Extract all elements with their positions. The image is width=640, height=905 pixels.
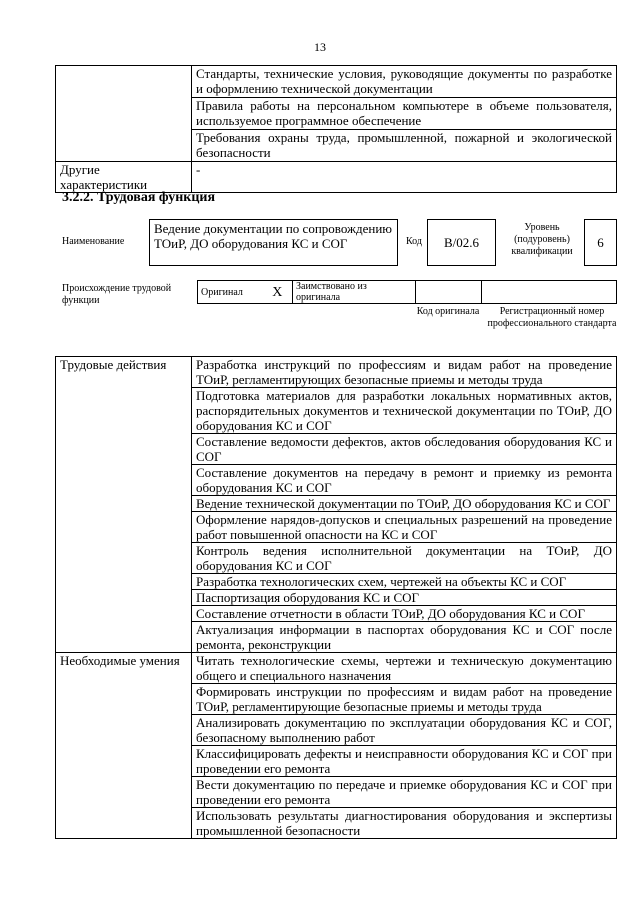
section-title: 3.2.2. Трудовая функция: [62, 190, 216, 205]
code-original-caption: Код оригинала: [416, 306, 480, 317]
table-cell-item: Актуализация информации в паспортах оборудования КС и СОГ после ремонта, реконструкции: [192, 622, 617, 653]
table-cell-item: Стандарты, технические условия, руководящие документы по разработке и оформлению технической документации: [192, 66, 617, 98]
origin-label: Происхождение трудовой функции: [62, 283, 172, 306]
table-cell-item: Паспортизация оборудования КС и СОГ: [192, 590, 617, 606]
origin-table: [197, 280, 617, 304]
table-row: [56, 653, 617, 684]
qualification-level-label: Уровень (подуровень) квалификации: [511, 222, 573, 257]
borrowed-label: Заимствовано из оригинала: [293, 281, 416, 304]
table-cell-item: Разработка инструкций по профессиям и видам работ на проведение ТОиР, регламентирующих безопасные приемы и методы труда: [192, 357, 617, 388]
table-cell-item: Формировать инструкции по профессиям и видам работ на проведение ТОиР, регламентирующие безопасные приемы и методы труда: [192, 684, 617, 715]
reg-number-caption: Регистрационный номер профессионального стандарта: [487, 306, 617, 329]
table-cell-item: Составление отчетности в области ТОиР, ДО оборудования КС и СОГ: [192, 606, 617, 622]
table-row: [56, 162, 617, 193]
function-name-field: Ведение документации по сопровождению ТОиР, ДО оборудования КС и СОГ: [149, 219, 398, 266]
function-code-field: В/02.6: [427, 219, 496, 266]
code-original-cell: [416, 281, 482, 304]
table-cell-category: Другие характеристики: [56, 162, 192, 193]
table-cell-item: Классифицировать дефекты и неисправности оборудования КС и СОГ при проведении его ремонта: [192, 746, 617, 777]
table-row: [56, 66, 617, 98]
labor-actions-label: Трудовые действия: [56, 357, 192, 653]
table-row: [56, 357, 617, 388]
original-label: Оригинал: [198, 281, 263, 304]
table-cell-item: Ведение технической документации по ТОиР, ДО оборудования КС и СОГ: [192, 496, 617, 512]
table-cell-item: Использовать результаты диагностирования оборудования и экспертизы промышленной безопасности: [192, 808, 617, 839]
table-cell-item: Составление документов на передачу в ремонт и приемку из ремонта оборудования КС и СОГ: [192, 465, 617, 496]
table-cell-item: Оформление нарядов-допусков и специальных разрешений на проведение работ повышенной опасности на КС и СОГ: [192, 512, 617, 543]
original-mark: X: [263, 281, 293, 304]
code-label: Код: [406, 236, 422, 247]
skills-label: Необходимые умения: [56, 653, 192, 839]
table-cell-item: Анализировать документацию по эксплуатации оборудования КС и СОГ, безопасному выполнению работ: [192, 715, 617, 746]
table-cell-item: Подготовка материалов для разработки локальных нормативных актов, распорядительных документов и технической документации по ТОиР, ДО оборудования КС и СОГ: [192, 388, 617, 434]
table-cell-item: Вести документацию по передаче и приемке оборудования КС и СОГ при проведении его ремонта: [192, 777, 617, 808]
table-cell-item: Требования охраны труда, промышленной, пожарной и экологической безопасности: [192, 130, 617, 162]
table-row: [198, 281, 617, 304]
table-cell-item: Читать технологические схемы, чертежи и техническую документацию общего и специального назначения: [192, 653, 617, 684]
table-cell-category: [56, 66, 192, 162]
table-cell-item: Правила работы на персональном компьютере в объеме пользователя, используемое программное обеспечение: [192, 98, 617, 130]
table-cell-item: Контроль ведения исполнительной документации на ТОиР, ДО оборудования КС и СОГ: [192, 543, 617, 574]
table-cell-item: Разработка технологических схем, чертежей на объекты КС и СОГ: [192, 574, 617, 590]
reg-number-cell: [482, 281, 617, 304]
qualification-level-field: 6: [584, 219, 617, 266]
table-cell-item: Составление ведомости дефектов, актов обследования оборудования КС и СОГ: [192, 434, 617, 465]
knowledge-table-continuation: [55, 65, 617, 193]
labor-function-table: [55, 356, 617, 839]
name-label: Наименование: [62, 236, 125, 247]
page-number: 13: [314, 40, 326, 54]
table-cell-item: -: [192, 162, 617, 193]
